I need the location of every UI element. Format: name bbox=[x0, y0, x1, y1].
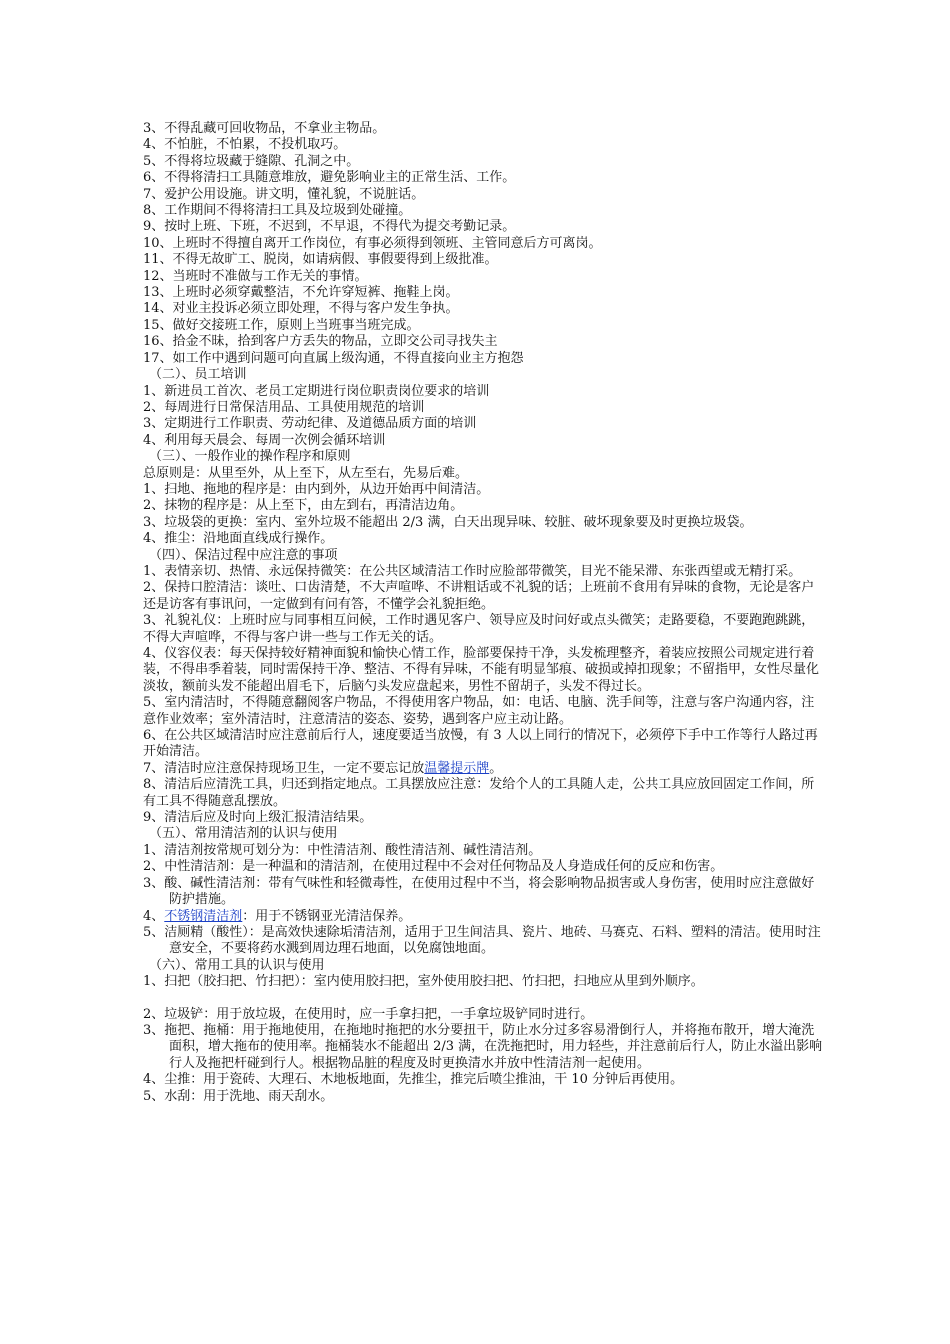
rule-line-4: 4、不怕脏，不怕累，不投机取巧。 bbox=[143, 137, 347, 153]
cleaner-line-3: 3、酸、碱性清洁剂：带有气味性和轻微毒性，在使用过程中不当，将会影响物品损害或人身伤害，使用时应注意做好防护措施。 bbox=[143, 875, 815, 908]
rule-line-13: 13、上班时必须穿戴整洁，不允许穿短裤、拖鞋上岗。 bbox=[143, 285, 459, 301]
tool-line-4: 4、尘推：用于瓷砖、大理石、木地板地面，先推尘，推完后喷尘推油，干 10 分钟后再使用。 bbox=[143, 1072, 684, 1088]
rule-line-7: 7、爱护公用设施。讲文明，懂礼貌，不说脏话。 bbox=[143, 186, 425, 202]
rule-line-17: 17、如工作中遇到问题可向直属上级沟通，不得直接向业主方抱怨 bbox=[143, 350, 524, 366]
precaution-line-1: 1、表情亲切、热情、永远保持微笑：在公共区域清洁工作时应脸部带微笑，目光不能呆滞、东张西望或无精打采。 bbox=[143, 563, 802, 579]
precaution-line-8: 8、清洁后应清洗工具，归还到指定地点。工具摆放应注意：发给个人的工具随人走，公共工具应放回固定工作间，所有工具不得随意乱摆放。 bbox=[143, 777, 815, 809]
rule-line-14: 14、对业主投诉必须立即处理，不得与客户发生争执。 bbox=[143, 301, 459, 317]
cleaner-line-4-text: ：用于不锈钢亚光清洁保养。 bbox=[242, 908, 412, 924]
stainless-cleaner-link[interactable]: 不锈钢清洁剂 bbox=[164, 908, 243, 924]
rule-line-6: 6、不得将清扫工具随意堆放，避免影响业主的正常生活、工作。 bbox=[143, 170, 516, 186]
training-line-3: 3、定期进行工作职责、劳动纪律、及道德品质方面的培训 bbox=[143, 416, 477, 432]
section-heading-precautions: （四）、保洁过程中应注意的事项 bbox=[149, 547, 338, 563]
training-line-4: 4、利用每天晨会、每周一次例会循环培训 bbox=[143, 432, 386, 448]
section-heading-procedures: （三）、一般作业的操作程序和原则 bbox=[149, 449, 351, 465]
rule-line-5: 5、不得将垃圾藏于缝隙、孔洞之中。 bbox=[143, 153, 360, 169]
warning-sign-link[interactable]: 温馨提示牌 bbox=[424, 760, 490, 776]
cleaner-line-1: 1、清洁剂按常规可划分为：中性清洁剂、酸性清洁剂、碱性清洁剂。 bbox=[143, 842, 542, 858]
cleaner-line-5: 5、洁厕精（酸性）：是高效快速除垢清洁剂，适用于卫生间洁具、瓷片、地砖、马赛克、石料、塑料的清洁。使用时注意安全，不要将药水溅到周边理石地面，以免腐蚀地面。 bbox=[143, 924, 821, 957]
precaution-line-3: 3、礼貌礼仪：上班时应与同事相互问候，工作时遇见客户、领导应及时问好或点头微笑；走路要稳，不要跑跑跳跳，不得大声喧哗，不得与客户讲一些与工作无关的话。 bbox=[143, 613, 815, 645]
rule-line-15: 15、做好交接班工作，原则上当班事当班完成。 bbox=[143, 317, 420, 333]
tool-line-5: 5、水刮：用于洗地、雨天刮水。 bbox=[143, 1088, 334, 1104]
cleaner-line-2: 2、中性清洁剂：是一种温和的清洁剂，在使用过程中不会对任何物品及人身造成任何的反应和伤害。 bbox=[143, 859, 724, 875]
tool-line-2: 2、垃圾铲：用于放垃圾，在使用时，应一手拿扫把，一手拿垃圾铲同时进行。 bbox=[143, 1006, 594, 1022]
rule-line-10: 10、上班时不得擅自离开工作岗位，有事必须得到领班、主管同意后方可离岗。 bbox=[143, 235, 602, 251]
procedure-line-4: 4、推尘：沿地面直线成行操作。 bbox=[143, 531, 334, 547]
cleaner-line-4 bbox=[143, 909, 823, 925]
section-heading-tools: （六）、常用工具的认识与使用 bbox=[149, 957, 325, 973]
rule-line-12: 12、当班时不准做与工作无关的事情。 bbox=[143, 268, 368, 284]
precaution-line-2: 2、保持口腔清洁：谈吐、口齿清楚，不大声喧哗、不讲粗话或不礼貌的话；上班前不食用有异味的食物，无论是客户还是访客有事讯问，一定做到有问有答，不懂学会礼貌拒绝。 bbox=[143, 580, 815, 612]
precaution-line-7-end: 。 bbox=[489, 760, 503, 776]
training-line-1: 1、新进员工首次、老员工定期进行岗位职责岗位要求的培训 bbox=[143, 383, 490, 399]
procedure-principle: 总原则是：从里至外，从上至下，从左至右，先易后难。 bbox=[143, 465, 469, 481]
training-line-2: 2、每周进行日常保洁用品、工具使用规范的培训 bbox=[143, 399, 425, 415]
procedure-line-1: 1、扫地、拖地的程序是：由内到外，从边开始再中间清洁。 bbox=[143, 481, 490, 497]
precaution-line-5: 5、室内清洁时，不得随意翻阅客户物品，不得使用客户物品，如：电话、电脑、洗手间等，注意与客户沟通内容，注意作业效率；室外清洁时，注意清洁的姿态、姿势，遇到客户应主动让路。 bbox=[143, 695, 815, 727]
section-heading-cleaners: （五）、常用清洁剂的认识与使用 bbox=[149, 826, 338, 842]
precaution-line-7-text: 7、清洁时应注意保持现场卫生，一定不要忘记放 bbox=[143, 760, 425, 776]
rule-line-9: 9、按时上班、下班，不迟到，不早退，不得代为提交考勤记录。 bbox=[143, 219, 516, 235]
precaution-line-4: 4、仪容仪表：每天保持较好精神面貌和愉快心情工作，脸部要保持干净，头发梳理整齐，着装应按照公司规定进行着装，不得串季着装，同时需保持干净、整洁、不得有异味，不能有明显邹痕、破损或掉扣现象；不留指甲，女性尽量化淡妆，额前头发不能超出眉毛下，后脑勺头发应盘起来，男性不留胡子，头发不得过长。 bbox=[143, 646, 820, 694]
rule-line-3: 3、不得乱藏可回收物品，不拿业主物品。 bbox=[143, 121, 386, 136]
tool-line-3: 3、拖把、拖桶：用于拖地使用，在拖地时拖把的水分要扭干，防止水分过多容易滑倒行人，并将拖布散开，增大淹洗面积，增大拖布的使用率。拖桶装水不能超出 2/3 满，在洗拖把时，用力轻些，并注意前后行人，防止水溢出影响行人及拖把杆碰到行人。根据物品脏的程度及时更换清水并放中性清洁剂一起使用。 bbox=[143, 1022, 823, 1071]
rule-line-16: 16、拾金不昧，拾到客户方丢失的物品，立即交公司寻找失主 bbox=[143, 334, 498, 350]
tool-line-1: 1、扫把（胶扫把、竹扫把）：室内使用胶扫把，室外使用胶扫把、竹扫把，扫地应从里到外顺序。 bbox=[143, 974, 704, 990]
rule-line-11: 11、不得无故旷工、脱岗，如请病假、事假要得到上级批准。 bbox=[143, 252, 498, 268]
cleaner-line-4-num: 4、 bbox=[143, 908, 165, 924]
section-heading-training: （二）、员工培训 bbox=[149, 367, 247, 383]
document-body bbox=[143, 121, 823, 1105]
procedure-line-3: 3、垃圾袋的更换：室内、室外垃圾不能超出 2/3 满，白天出现异味、较脏、破坏现象要及时更换垃圾袋。 bbox=[143, 514, 753, 530]
precaution-line-6: 6、在公共区域清洁时应注意前后行人，速度要适当放慢，有 3 人以上同行的情况下，必须停下手中工作等行人路过再开始清洁。 bbox=[143, 728, 818, 760]
procedure-line-2: 2、抹物的程序是：从上至下，由左到右，再清洁边角。 bbox=[143, 498, 464, 514]
precaution-line-9: 9、清洁后应及时向上级汇报清洁结果。 bbox=[143, 810, 373, 826]
rule-line-8: 8、工作期间不得将清扫工具及垃圾到处碰撞。 bbox=[143, 203, 412, 219]
precaution-line-7 bbox=[143, 761, 823, 777]
